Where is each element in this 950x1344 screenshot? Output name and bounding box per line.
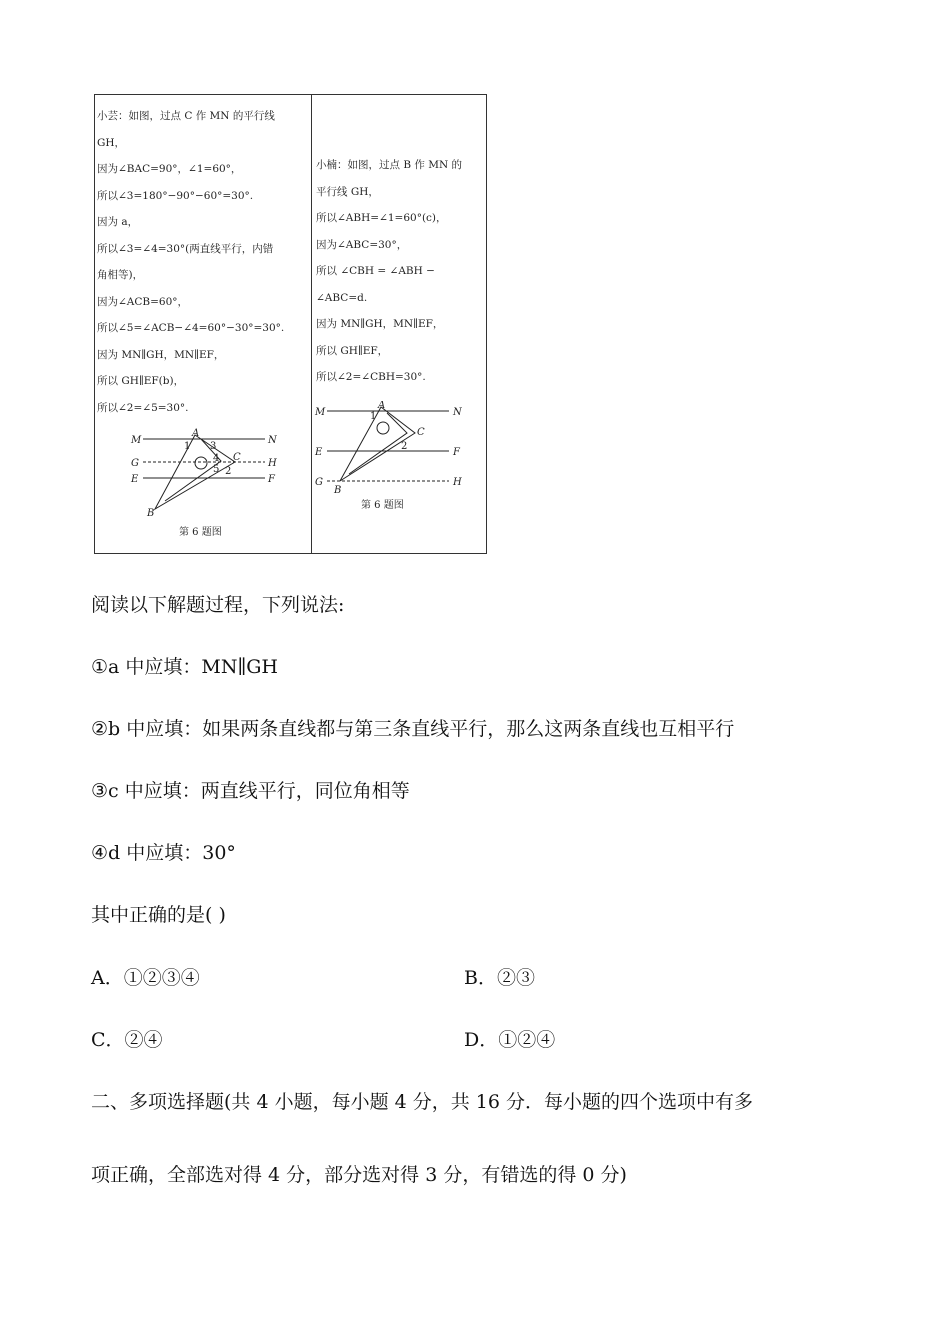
angle-1: 1: [370, 411, 377, 422]
label-B: B: [147, 508, 155, 519]
table-divider: [311, 95, 312, 553]
option-d[interactable]: D．①②④: [464, 1029, 556, 1051]
solution-line: 因为∠ABC=30°，: [316, 238, 408, 251]
figure-caption: 第 6 题图: [361, 500, 404, 511]
angle-4: 4: [213, 453, 220, 464]
label-E: E: [315, 447, 323, 458]
label-N: N: [268, 435, 277, 446]
question-intro: 阅读以下解题过程，下列说法:: [91, 594, 345, 616]
label-H: H: [453, 477, 462, 488]
section-heading-line1: 二、多项选择题(共 4 小题，每小题 4 分，共 16 分．每小题的四个选项中有多: [91, 1091, 754, 1113]
label-M: M: [315, 407, 326, 418]
angle-2: 2: [225, 466, 232, 477]
solution-line: 因为∠BAC=90°，∠1=60°，: [97, 163, 242, 175]
solution-line: 所以∠ABH=∠1=60°(c)，: [316, 212, 447, 224]
label-B: B: [334, 485, 342, 496]
xiaoyun-solution: [97, 103, 309, 421]
label-G: G: [315, 477, 323, 488]
figure-caption: 第 6 题图: [179, 527, 222, 538]
angle-1: 1: [184, 441, 191, 452]
label-C: C: [233, 452, 241, 463]
label-H: H: [268, 458, 277, 469]
solution-line: 所以∠2=∠CBH=30°.: [316, 371, 426, 383]
solution-table: [94, 94, 487, 554]
statement-1: ①a 中应填：MN∥GH: [91, 656, 279, 678]
label-M: M: [131, 435, 142, 446]
solution-line: 所以 ∠CBH = ∠ABH −: [316, 265, 435, 277]
solution-line: 因为∠ACB=60°，: [97, 295, 189, 308]
solution-line: ∠ABC=d.: [316, 291, 368, 304]
label-A: A: [192, 428, 200, 439]
statement-3: ③c 中应填：两直线平行，同位角相等: [91, 780, 410, 802]
solution-line: 平行线 GH，: [316, 185, 379, 198]
label-A: A: [378, 401, 386, 411]
statement-4: ④d 中应填：30°: [91, 842, 236, 864]
xiaoyun-figure: [125, 427, 285, 542]
solution-line: 小芸：如图，过点 C 作 MN 的平行线: [97, 110, 275, 122]
solution-line: 所以 GH∥EF(b)，: [97, 375, 185, 387]
solution-line: 所以∠3=180°−90°−60°=30°.: [97, 189, 254, 202]
label-F: F: [453, 447, 460, 458]
label-F: F: [268, 474, 275, 485]
option-c[interactable]: C．②④: [91, 1029, 163, 1051]
angle-5: 5: [213, 464, 220, 475]
option-a[interactable]: A．①②③④: [91, 967, 200, 989]
solution-line: GH，: [97, 136, 126, 149]
label-N: N: [453, 407, 462, 418]
option-b[interactable]: B．②③: [464, 967, 535, 989]
label-G: G: [131, 458, 139, 469]
solution-line: 因为 MN∥GH，MN∥EF，: [316, 318, 444, 330]
solution-line: 角相等)，: [97, 269, 144, 281]
label-E: E: [131, 474, 139, 485]
solution-line: 所以∠5=∠ACB−∠4=60°−30°=30°.: [97, 322, 285, 334]
question-prompt: 其中正确的是( ): [91, 904, 226, 926]
solution-line: 所以 GH∥EF，: [316, 344, 389, 357]
solution-line: 因为 a，: [97, 216, 139, 228]
solution-line: 小楠：如图，过点 B 作 MN 的: [316, 159, 463, 171]
xiaonan-solution: [316, 152, 484, 391]
solution-line: 因为 MN∥GH，MN∥EF，: [97, 348, 225, 361]
statement-2: ②b 中应填：如果两条直线都与第三条直线平行，那么这两条直线也互相平行: [91, 718, 735, 740]
solution-line: 所以∠2=∠5=30°.: [97, 401, 189, 414]
angle-3: 3: [210, 441, 217, 452]
angle-2: 2: [401, 441, 408, 452]
section-heading-line2: 项正确，全部选对得 4 分，部分选对得 3 分，有错选的得 0 分): [91, 1164, 627, 1186]
label-C: C: [417, 427, 425, 438]
xiaonan-figure: [313, 401, 483, 521]
solution-line: 所以∠3=∠4=30°(两直线平行，内错: [97, 242, 274, 255]
